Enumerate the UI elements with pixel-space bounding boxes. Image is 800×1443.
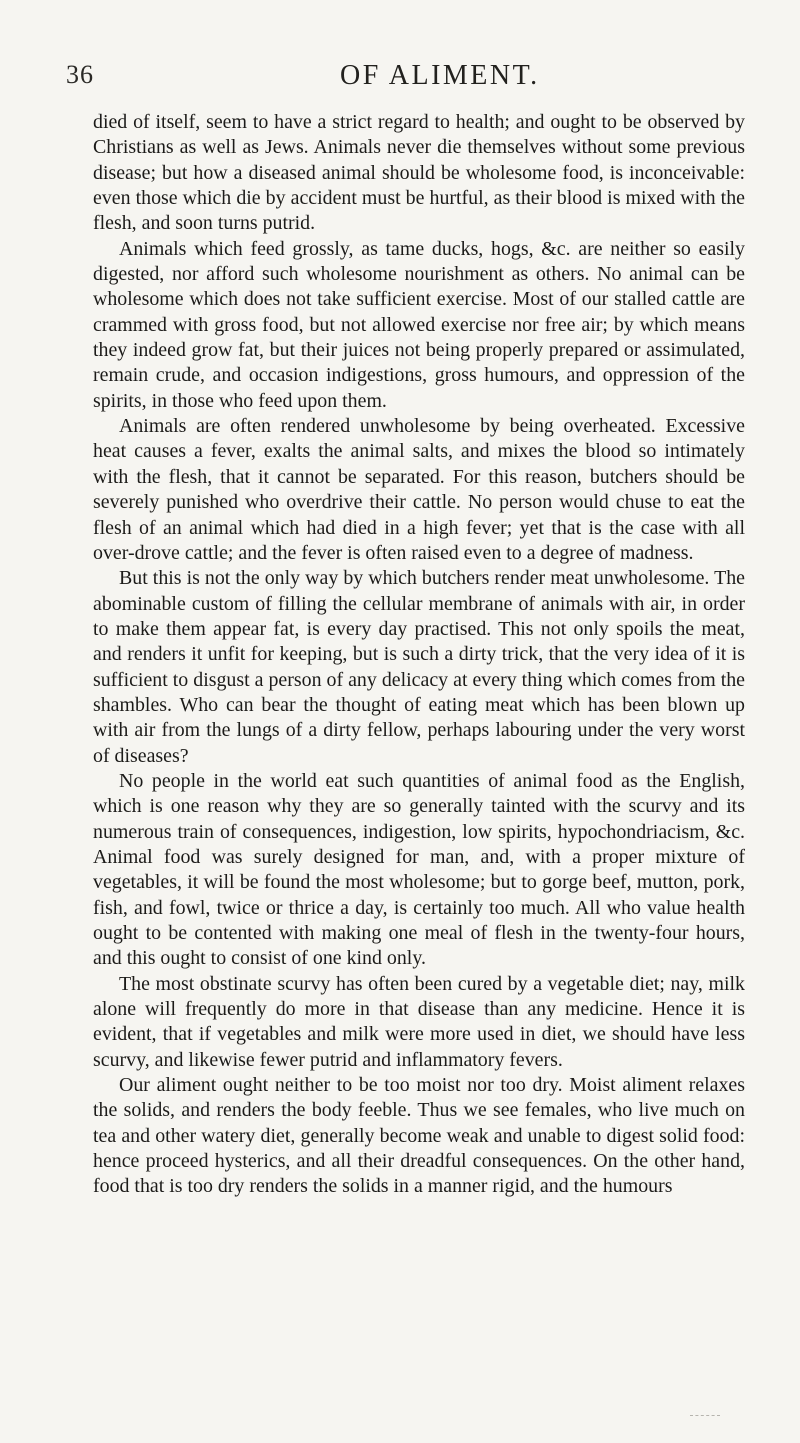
paragraph-continued: died of itself, seem to have a strict regard to health; and ought to be observed by Christians as well as Jews. Animals never die themselves without some previous disease; but how a diseased animal should be wholesome food, is inconceivable: even those which die by accident must be hurtful, as their blood is mixed with the flesh, and soon turns putrid. bbox=[93, 111, 745, 235]
running-head bbox=[0, 60, 800, 100]
paragraph: Our aliment ought neither to be too moist nor too dry. Moist aliment relaxes the solids, and renders the body feeble. Thus we see females, who live much on tea and other watery diet, generally become weak and unable to digest solid food: hence proceed hysterics, and all their dreadful consequences. On the other hand, food that is too dry renders the solids in a manner rigid, and the humours bbox=[93, 1074, 745, 1198]
body-text bbox=[93, 110, 745, 1200]
running-title: OF ALIMENT. bbox=[340, 60, 540, 91]
paragraph: Animals are often rendered unwholesome by being overheated. Excessive heat causes a fever, exalts the animal salts, and mixes the blood so intimately with the flesh, that it cannot be separated. For this reason, butchers should be severely punished who overdrive their cattle. No person would chuse to eat the flesh of an animal which had died in a high fever; yet that is the case with all over-drove cattle; and the fever is often raised even to a degree of madness. bbox=[93, 415, 745, 564]
page-number: 36 bbox=[66, 60, 94, 89]
print-blemish bbox=[690, 1415, 720, 1418]
paragraph: No people in the world eat such quantities of animal food as the English, which is one reason why they are so generally tainted with the scurvy and its numerous train of consequences, indigestion, low spirits, hypochondriacism, &c. Animal food was surely designed for man, and, with a proper mixture of vegetables, it will be found the most wholesome; but to gorge beef, mutton, pork, fish, and fowl, twice or thrice a day, is certainly too much. All who value health ought to be contented with making one meal of flesh in the twenty-four hours, and this ought to consist of one kind only. bbox=[93, 769, 745, 970]
paragraph: The most obstinate scurvy has often been cured by a vegetable diet; nay, milk alone will frequently do more in that disease than any medicine. Hence it is evident, that if vegetables and milk were more used in diet, we should have less scurvy, and likewise fewer putrid and inflammatory fevers. bbox=[93, 972, 745, 1071]
paragraph: But this is not the only way by which butchers render meat unwholesome. The abominable custom of filling the cellular membrane of animals with air, in order to make them appear fat, is every day practised. This not only spoils the meat, and renders it unfit for keeping, but is such a dirty trick, that the very idea of it is sufficient to disgust a person of any delicacy at every thing which comes from the shambles. Who can bear the thought of eating meat which has been blown up with air from the lungs of a dirty fellow, perhaps labouring under the very worst of diseases? bbox=[93, 567, 745, 767]
paragraph: Animals which feed grossly, as tame ducks, hogs, &c. are neither so easily digested, nor afford such wholesome nourishment as others. No animal can be wholesome which does not take sufficient exercise. Most of our stalled cattle are crammed with gross food, but not allowed exercise nor free air; by which means they indeed grow fat, but their juices not being properly prepared or assimulated, remain crude, and occasion indigestions, gross humours, and oppression of the spirits, in those who feed upon them. bbox=[93, 237, 745, 412]
